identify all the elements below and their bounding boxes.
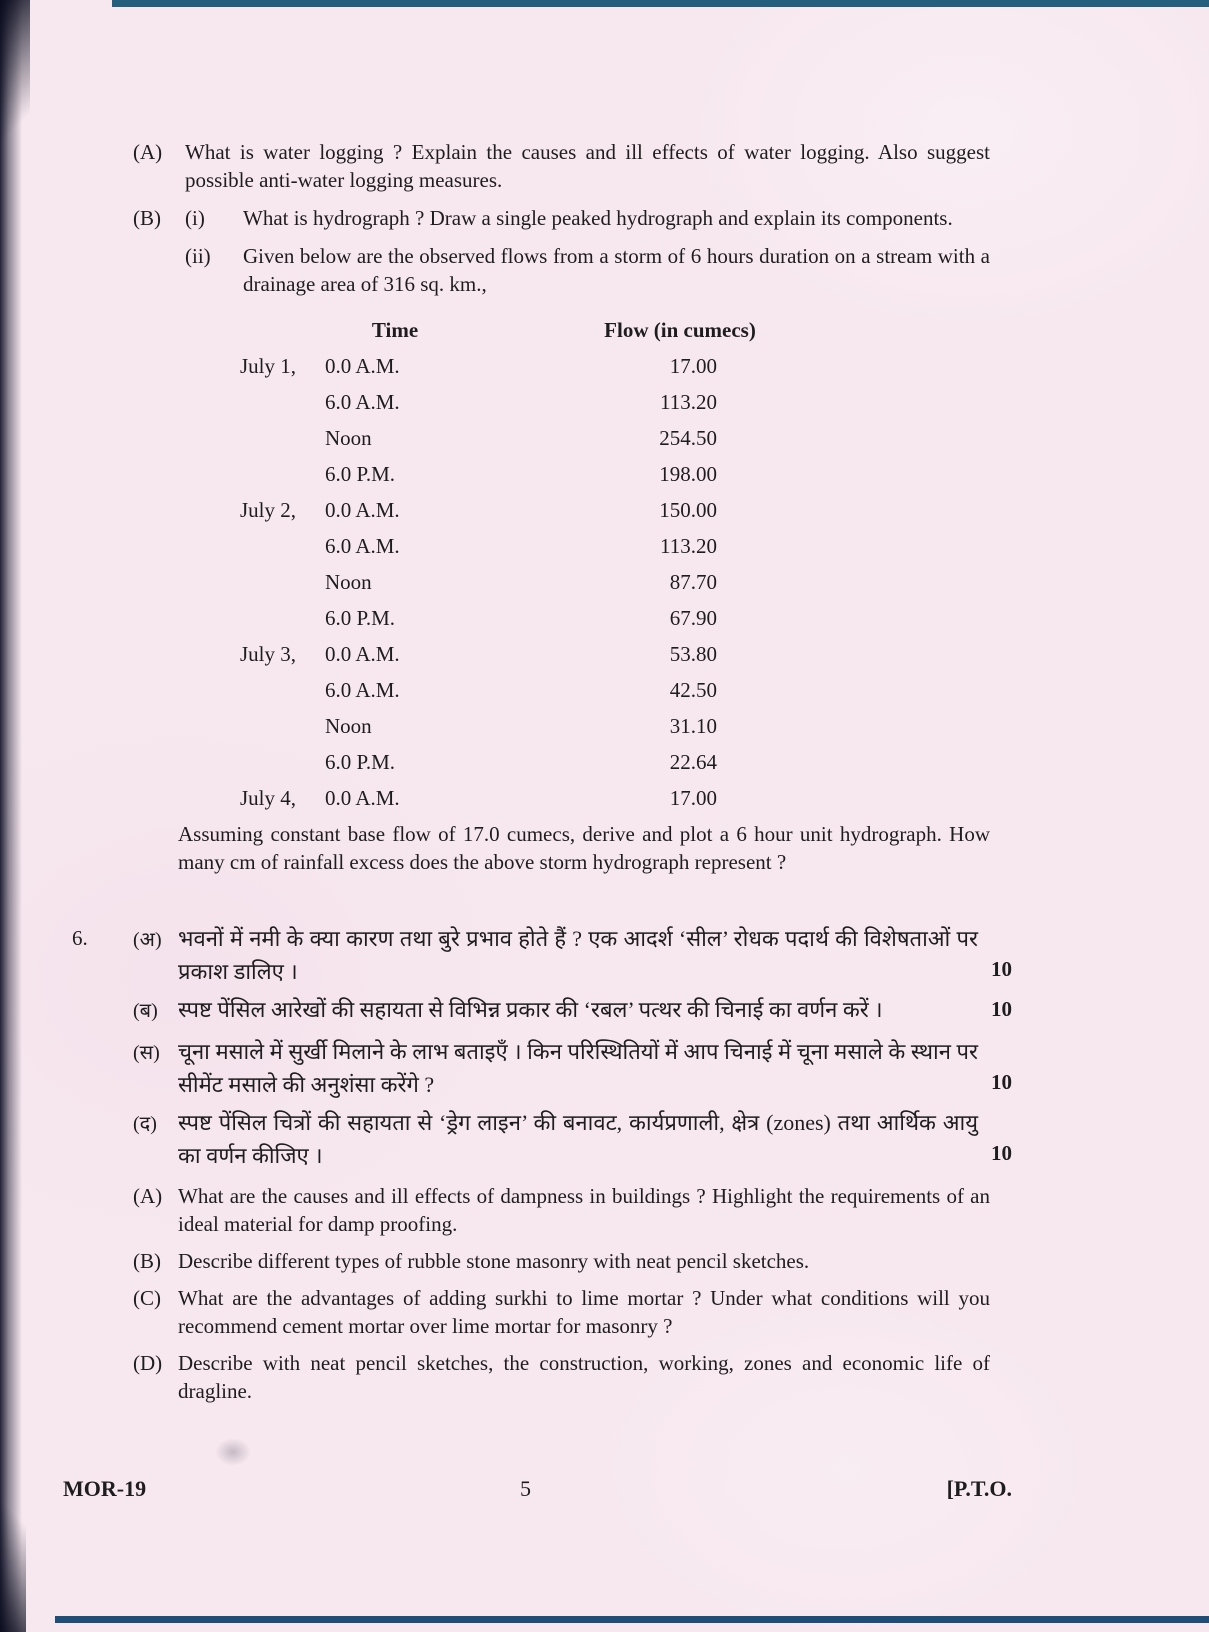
cell-time: Noon — [325, 570, 372, 594]
cell-time: 0.0 A.M. — [325, 642, 400, 666]
flow-table-row — [240, 492, 895, 528]
cell-date: July 4, — [240, 786, 297, 810]
cell-flow: 17.00 — [669, 354, 717, 378]
cell-date — [240, 672, 325, 708]
cell-flow: 22.64 — [669, 750, 717, 774]
scan-corner-shadow-bottom — [0, 1492, 26, 1632]
cell-time: 0.0 A.M. — [325, 786, 400, 810]
cell-date — [240, 564, 325, 600]
page-spine-shadow — [0, 0, 22, 1632]
cell-time: 6.0 P.M. — [325, 606, 396, 630]
question-text: चूना मसाले में सुर्खी मिलाने के लाभ बताइएँ । किन परिस्थितियों में आप चिनाई में चूना मसाले के स्थान पर सीमेंट मसाले की अनुशंसा करेंगे ? — [178, 1039, 978, 1097]
question-B-ii — [185, 242, 1012, 298]
question-label: (स) — [133, 1042, 160, 1064]
cell-flow: 42.50 — [669, 678, 717, 702]
flow-table-row — [240, 636, 895, 672]
hindi-question-item — [133, 993, 1012, 1028]
question-label: (A) — [133, 1184, 163, 1208]
question-text: What are the causes and ill effects of dampness in buildings ? Highlight the requirements of an ideal material for damp proofing. — [178, 1184, 990, 1236]
flow-table-header-row — [240, 312, 895, 348]
flow-table-body — [240, 348, 895, 816]
cell-date — [240, 600, 325, 636]
cell-time: 6.0 P.M. — [325, 462, 396, 486]
question-label: (ब) — [133, 1000, 158, 1022]
question-text: स्पष्ट पेंसिल आरेखों की सहायता से विभिन्न प्रकार की ‘रबल’ पत्थर की चिनाई का वर्णन करें । — [178, 997, 883, 1022]
cell-time: 6.0 A.M. — [325, 678, 400, 702]
subquestion-label: (i) — [185, 206, 205, 230]
scan-corner-shadow-top — [0, 0, 30, 150]
cell-time: 0.0 A.M. — [325, 498, 400, 522]
flow-table-row — [240, 528, 895, 564]
cell-date: July 3, — [240, 642, 297, 666]
flow-table-row — [240, 564, 895, 600]
pencil-smudge — [215, 1438, 251, 1466]
question-text: स्पष्ट पेंसिल चित्रों की सहायता से ‘ड्रेग लाइन’ की बनावट, कार्यप्रणाली, क्षेत्र (zones) तथा आर्थिक आयु का वर्णन कीजिए । — [178, 1110, 978, 1168]
question-text: Describe different types of rubble stone masonry with neat pencil sketches. — [178, 1249, 810, 1273]
cell-flow: 113.20 — [660, 390, 717, 414]
footer-pto: [P.T.O. — [946, 1476, 1012, 1501]
flow-table-row — [240, 456, 895, 492]
cell-flow: 198.00 — [659, 462, 717, 486]
question-label: (अ) — [133, 929, 162, 951]
cell-date: July 1, — [240, 354, 297, 378]
table-header-flow: Flow (in cumecs) — [604, 318, 756, 342]
hindi-items — [133, 922, 1012, 1172]
flow-table-row — [240, 420, 895, 456]
question-label: (C) — [133, 1286, 161, 1310]
question-text: What is water logging ? Explain the causes and ill effects of water logging. Also suggest possible anti-water logging measures. — [185, 140, 990, 192]
question-A — [133, 138, 1012, 194]
flow-table-row — [240, 384, 895, 420]
cell-date — [240, 384, 325, 420]
english-question-item — [133, 1349, 1012, 1405]
page-footer — [0, 1476, 1209, 1506]
question-text: What is hydrograph ? Draw a single peaked hydrograph and explain its components. — [243, 206, 953, 230]
top-border-line — [112, 0, 1209, 7]
cell-date — [240, 744, 325, 780]
flow-table-head — [240, 312, 895, 348]
marks-value: 10 — [991, 957, 1012, 981]
hindi-question-item — [133, 922, 1012, 988]
flow-table — [240, 312, 895, 816]
flow-table-row — [240, 744, 895, 780]
cell-flow: 87.70 — [669, 570, 717, 594]
question-B-i — [133, 204, 1012, 232]
question-number: 6. — [72, 926, 88, 950]
cell-time: 6.0 A.M. — [325, 390, 400, 414]
flow-table-row — [240, 600, 895, 636]
cell-flow: 150.00 — [659, 498, 717, 522]
english-question-item — [133, 1247, 1012, 1275]
cell-time: 6.0 P.M. — [325, 750, 396, 774]
cell-date: July 2, — [240, 498, 297, 522]
hindi-question-item — [133, 1106, 1012, 1172]
marks-value: 10 — [991, 997, 1012, 1021]
cell-time: 0.0 A.M. — [325, 354, 400, 378]
page-content — [72, 138, 1012, 1414]
question-label: (द) — [133, 1113, 157, 1135]
question-label: (A) — [133, 140, 163, 164]
question-6-section — [72, 922, 1012, 1405]
question-label: (D) — [133, 1351, 163, 1375]
flow-table-row — [240, 672, 895, 708]
cell-flow: 67.90 — [669, 606, 717, 630]
question-label: (B) — [133, 206, 161, 230]
cell-flow: 254.50 — [659, 426, 717, 450]
subquestion-label: (ii) — [185, 244, 211, 268]
footer-paper-code: MOR-19 — [63, 1476, 147, 1501]
cell-flow: 17.00 — [669, 786, 717, 810]
cell-flow: 53.80 — [669, 642, 717, 666]
table-header-time: Time — [371, 318, 419, 342]
question-text: भवनों में नमी के क्या कारण तथा बुरे प्रभाव होते हैं ? एक आदर्श ‘सील’ रोधक पदार्थ की विशेषताओं पर प्रकाश डालिए । — [178, 926, 978, 984]
bottom-border-line — [55, 1616, 1209, 1623]
marks-value: 10 — [991, 1070, 1012, 1094]
page-number: 5 — [520, 1476, 531, 1501]
cell-time: Noon — [325, 714, 372, 738]
cell-time: Noon — [325, 426, 372, 450]
cell-time: 6.0 A.M. — [325, 534, 400, 558]
english-question-item — [133, 1284, 1012, 1340]
closing-paragraph: Assuming constant base flow of 17.0 cumecs, derive and plot a 6 hour unit hydrograph. How many cm of rainfall excess does the above storm hydrograph represent ? — [178, 822, 990, 874]
table-header-empty — [240, 312, 325, 348]
cell-flow: 31.10 — [669, 714, 717, 738]
cell-date — [240, 708, 325, 744]
cell-date — [240, 528, 325, 564]
english-items — [133, 1182, 1012, 1405]
question-text: Describe with neat pencil sketches, the construction, working, zones and economic life of dragline. — [178, 1351, 990, 1403]
question-text: What are the advantages of adding surkhi to lime mortar ? Under what conditions will you recommend cement mortar over lime mortar for masonry ? — [178, 1286, 990, 1338]
question-text: Given below are the observed flows from a storm of 6 hours duration on a stream with a drainage area of 316 sq. km., — [243, 244, 990, 296]
flow-table-row — [240, 348, 895, 384]
cell-date — [240, 456, 325, 492]
cell-date — [240, 420, 325, 456]
english-question-item — [133, 1182, 1012, 1238]
question-label: (B) — [133, 1249, 161, 1273]
flow-table-row — [240, 780, 895, 816]
marks-value: 10 — [991, 1141, 1012, 1165]
cell-flow: 113.20 — [660, 534, 717, 558]
flow-table-row — [240, 708, 895, 744]
hindi-question-item — [133, 1035, 1012, 1101]
